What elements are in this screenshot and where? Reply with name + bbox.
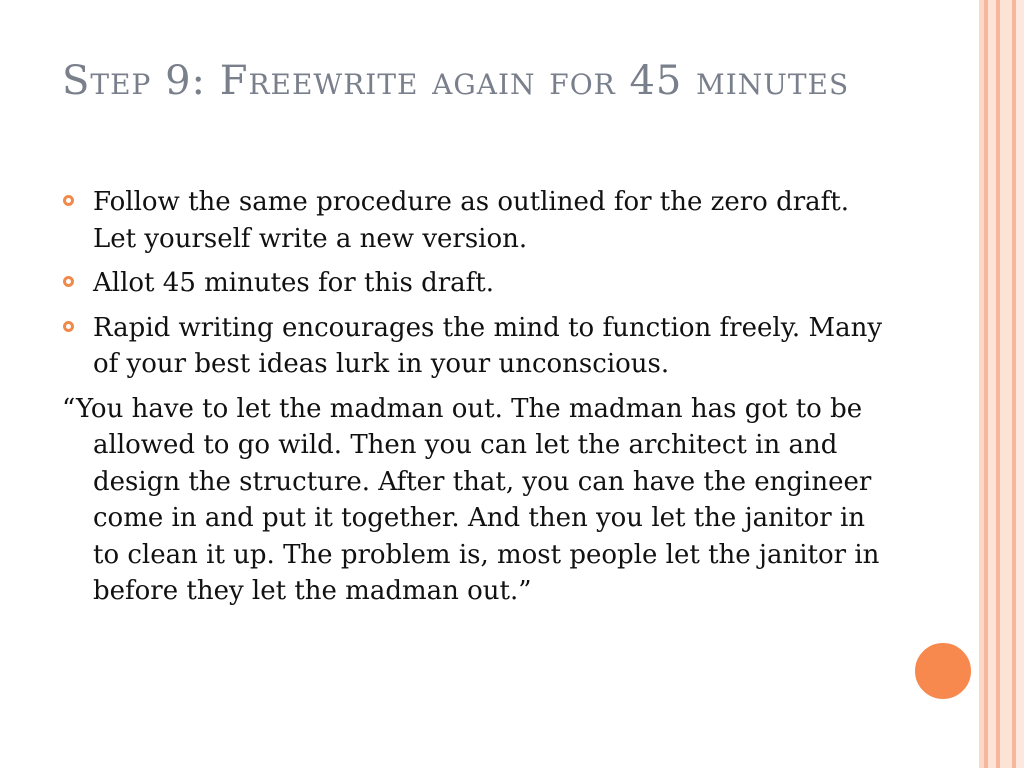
bullet-item	[62, 184, 892, 257]
slide-title: Step 9: Freewrite again for 45 minutes	[62, 58, 850, 104]
slide-body	[62, 184, 892, 610]
bullet-circle-icon	[63, 321, 74, 332]
decorative-stripe	[988, 0, 996, 768]
bullet-item	[62, 265, 892, 302]
bullet-text: Follow the same procedure as outlined for the zero draft. Let yourself write a new version.	[93, 187, 849, 254]
bullet-item	[62, 310, 892, 383]
decorative-stripe	[1016, 0, 1024, 768]
decorative-circle	[913, 641, 973, 701]
bullet-text: Allot 45 minutes for this draft.	[93, 268, 495, 298]
bullet-list	[62, 184, 892, 383]
decorative-stripe	[1000, 0, 1012, 768]
quote-paragraph: “You have to let the madman out. The madman has got to be allowed to go wild. Then you can let the architect in and design the structure. After that, you can have the engineer come in and put it together. And then you let the janitor in to clean it up. The problem is, most people let the janitor in before they let the madman out.”	[62, 393, 880, 606]
bullet-circle-icon	[63, 195, 74, 206]
bullet-circle-icon	[63, 276, 74, 287]
bullet-text: Rapid writing encourages the mind to function freely. Many of your best ideas lurk in your unconscious.	[93, 312, 883, 379]
